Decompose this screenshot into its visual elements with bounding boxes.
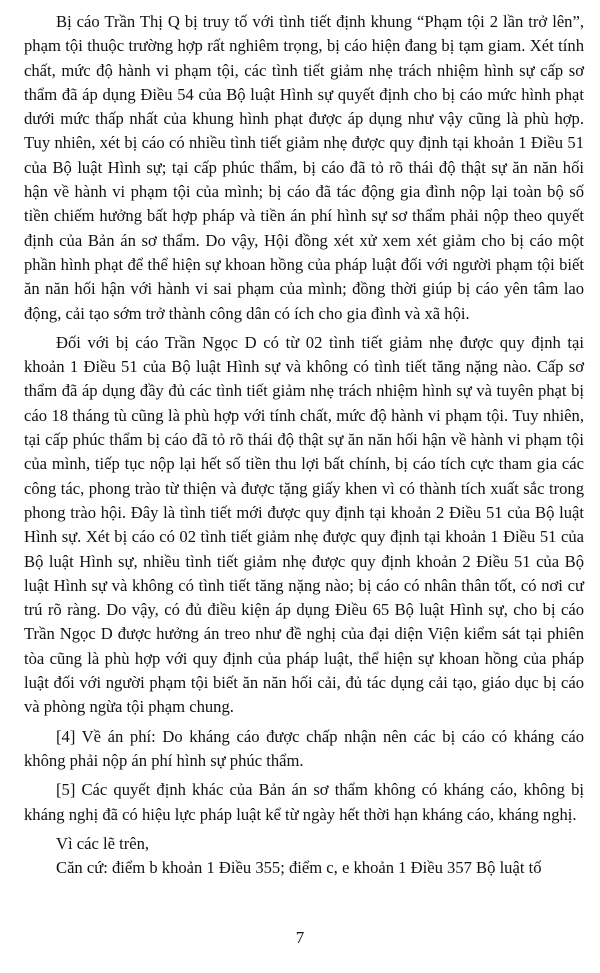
paragraph-defendant-q: Bị cáo Trần Thị Q bị truy tố với tình tiết định khung “Phạm tội 2 lần trở lên”, phạm tội thuộc trường hợp rất nghiêm trọng, bị cáo hiện đang bị tạm giam. Xét tính chất, mức độ hành vi phạm tội, các tình tiết giảm nhẹ trách nhiệm hình sự cấp sơ thẩm đã áp dụng Điều 54 của Bộ luật Hình sự quyết định cho bị cáo mức hình phạt dưới mức thấp nhất của khung hình phạt được áp dụng như vậy cũng là phù hợp. Tuy nhiên, xét bị cáo có nhiều tình tiết giảm nhẹ được quy định tại khoản 1 Điều 51 của Bộ luật Hình sự; tại cấp phúc thẩm, bị cáo đã tỏ rõ thái độ thật sự ăn năn hối hận về hành vi phạm tội của mình; bị cáo đã tác động gia đình nộp lại toàn bộ số tiền chiếm hưởng bất hợp pháp và tiền án phí hình sự sơ thẩm phải nộp theo quyết định của Bản án sơ thẩm. Do vậy, Hội đồng xét xử xem xét giảm cho bị cáo một phần hình phạt để thể hiện sự khoan hồng của pháp luật đối với người phạm tội biết ăn năn hối hận với hành vi sai phạm của mình; đồng thời giúp bị cáo yên tâm lao động, cải tạo sớm trở thành công dân có ích cho gia đình và xã hội.	[24, 12, 584, 323]
paragraph-reasons: Vì các lẽ trên,	[56, 833, 150, 853]
paragraph-court-fees: [4] Về án phí: Do kháng cáo được chấp nhận nên các bị cáo có kháng cáo không phải nộp án phí hình sự phúc thẩm.	[24, 726, 584, 770]
paragraph-defendant-d: Đối với bị cáo Trần Ngọc D có từ 02 tình tiết giảm nhẹ được quy định tại khoản 1 Điều 51 của Bộ luật Hình sự và không có tình tiết tăng nặng nào. Cấp sơ thẩm đã áp dụng đầy đủ các tình tiết giảm nhẹ trách nhiệm hình sự và tuyên phạt bị cáo 18 tháng tù cũng là phù hợp với tính chất, mức độ hành vi phạm tội. Tuy nhiên, tại cấp phúc thẩm bị cáo đã tỏ rõ thái độ thật sự ăn năn hối hận về hành vi phạm tội của mình, tiếp tục nộp lại hết số tiền thu lợi bất chính, bị cáo tích cực tham gia các công tác, phong trào từ thiện và được tặng giấy khen vì có thành tích xuất sắc trong phong trào hội. Đây là tình tiết mới được quy định tại khoản 2 Điều 51 của Bộ luật Hình sự. Xét bị cáo có 02 tình tiết giảm nhẹ được quy định tại khoản 1 Điều 51 của Bộ luật Hình sự, nhiều tình tiết giảm nhẹ được quy định khoản 2 Điều 51 của Bộ luật Hình sự và không có tình tiết tăng nặng nào; bị cáo có nhân thân tốt, có nơi cư trú rõ ràng. Do vậy, có đủ điều kiện áp dụng Điều 65 Bộ luật Hình sự, cho bị cáo Trần Ngọc D được hưởng án treo như đề nghị của đại diện Viện kiểm sát tại phiên tòa cũng là phù hợp với quy định của pháp luật, thể hiện sự khoan hồng của pháp luật đối với người phạm tội biết ăn năn hối cải, đủ tác dụng cải tạo, giáo dục bị cáo và phòng ngừa tội phạm chung.	[24, 332, 584, 717]
page-number: 7	[295, 928, 305, 947]
paragraph-other-decisions: [5] Các quyết định khác của Bản án sơ thẩm không có kháng cáo, không bị kháng nghị đã có hiệu lực pháp luật kể từ ngày hết thời hạn kháng cáo, kháng nghị.	[24, 780, 584, 824]
paragraph-legal-basis: Căn cứ: điểm b khoản 1 Điều 355; điểm c, e khoản 1 Điều 357 Bộ luật tố	[56, 858, 542, 878]
